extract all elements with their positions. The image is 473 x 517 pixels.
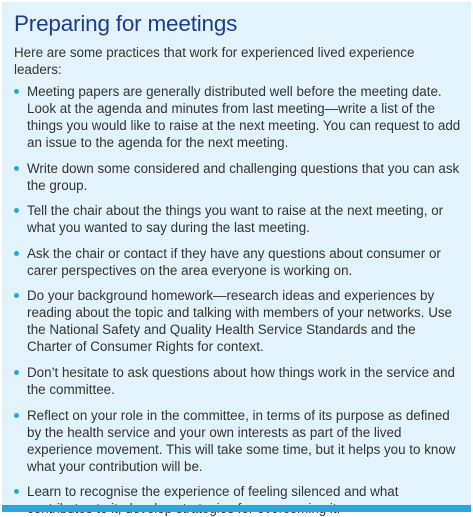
bullet-icon (14, 251, 19, 256)
list-item (14, 245, 461, 279)
list-item (14, 202, 461, 236)
list-item-text: Meeting papers are generally distributed well before the meeting date. Look at the agenda and minutes from last meeting—write a list of the things you would like to raise at the next meeting. You can request to add an issue to the agenda for the next meeting. (27, 84, 461, 150)
bullet-icon (14, 489, 19, 494)
bullet-icon (14, 89, 19, 94)
list-item-text: Reflect on your role in the committee, in terms of its purpose as defined by the health service and your own interests as part of the lived experience movement. This will take some time, but it helps you to know what your contribution will be. (27, 407, 456, 474)
info-panel (2, 2, 471, 505)
bullet-icon (14, 370, 19, 375)
list-item-text: Tell the chair about the things you want to raise at the next meeting, or what you wanted to say during the last meeting. (27, 203, 444, 236)
list-item (14, 287, 461, 355)
list-item-text: Ask the chair or contact if they have any questions about consumer or carer perspectives on the area everyone is working on. (27, 245, 441, 278)
bullet-icon (14, 413, 19, 418)
list-item (14, 407, 461, 475)
bullet-icon (14, 166, 19, 171)
list-item (14, 364, 461, 398)
bullet-icon (14, 208, 19, 213)
intro-text: Here are some practices that work for experienced lived experience leaders: (14, 45, 415, 77)
practice-list (14, 83, 461, 517)
bullet-icon (14, 293, 19, 298)
list-item-text: Learn to recognise the experience of feeling silenced and what (27, 484, 399, 500)
list-item-text: Write down some considered and challenging questions that you can ask the group. (27, 160, 460, 193)
list-item (14, 160, 461, 194)
list-item (14, 83, 461, 151)
list-item-text: Do your background homework—research ideas and experiences by reading about the topic and talking with members of your networks. Use the National Safety and Quality Health Service Standards and the Charter of Consumer Rights for context. (27, 288, 453, 355)
page-title: Preparing for meetings (14, 11, 238, 36)
bottom-accent-bar (2, 505, 471, 512)
list-item-text: Don’t hesitate to ask questions about how things work in the service and the committee. (27, 364, 456, 397)
